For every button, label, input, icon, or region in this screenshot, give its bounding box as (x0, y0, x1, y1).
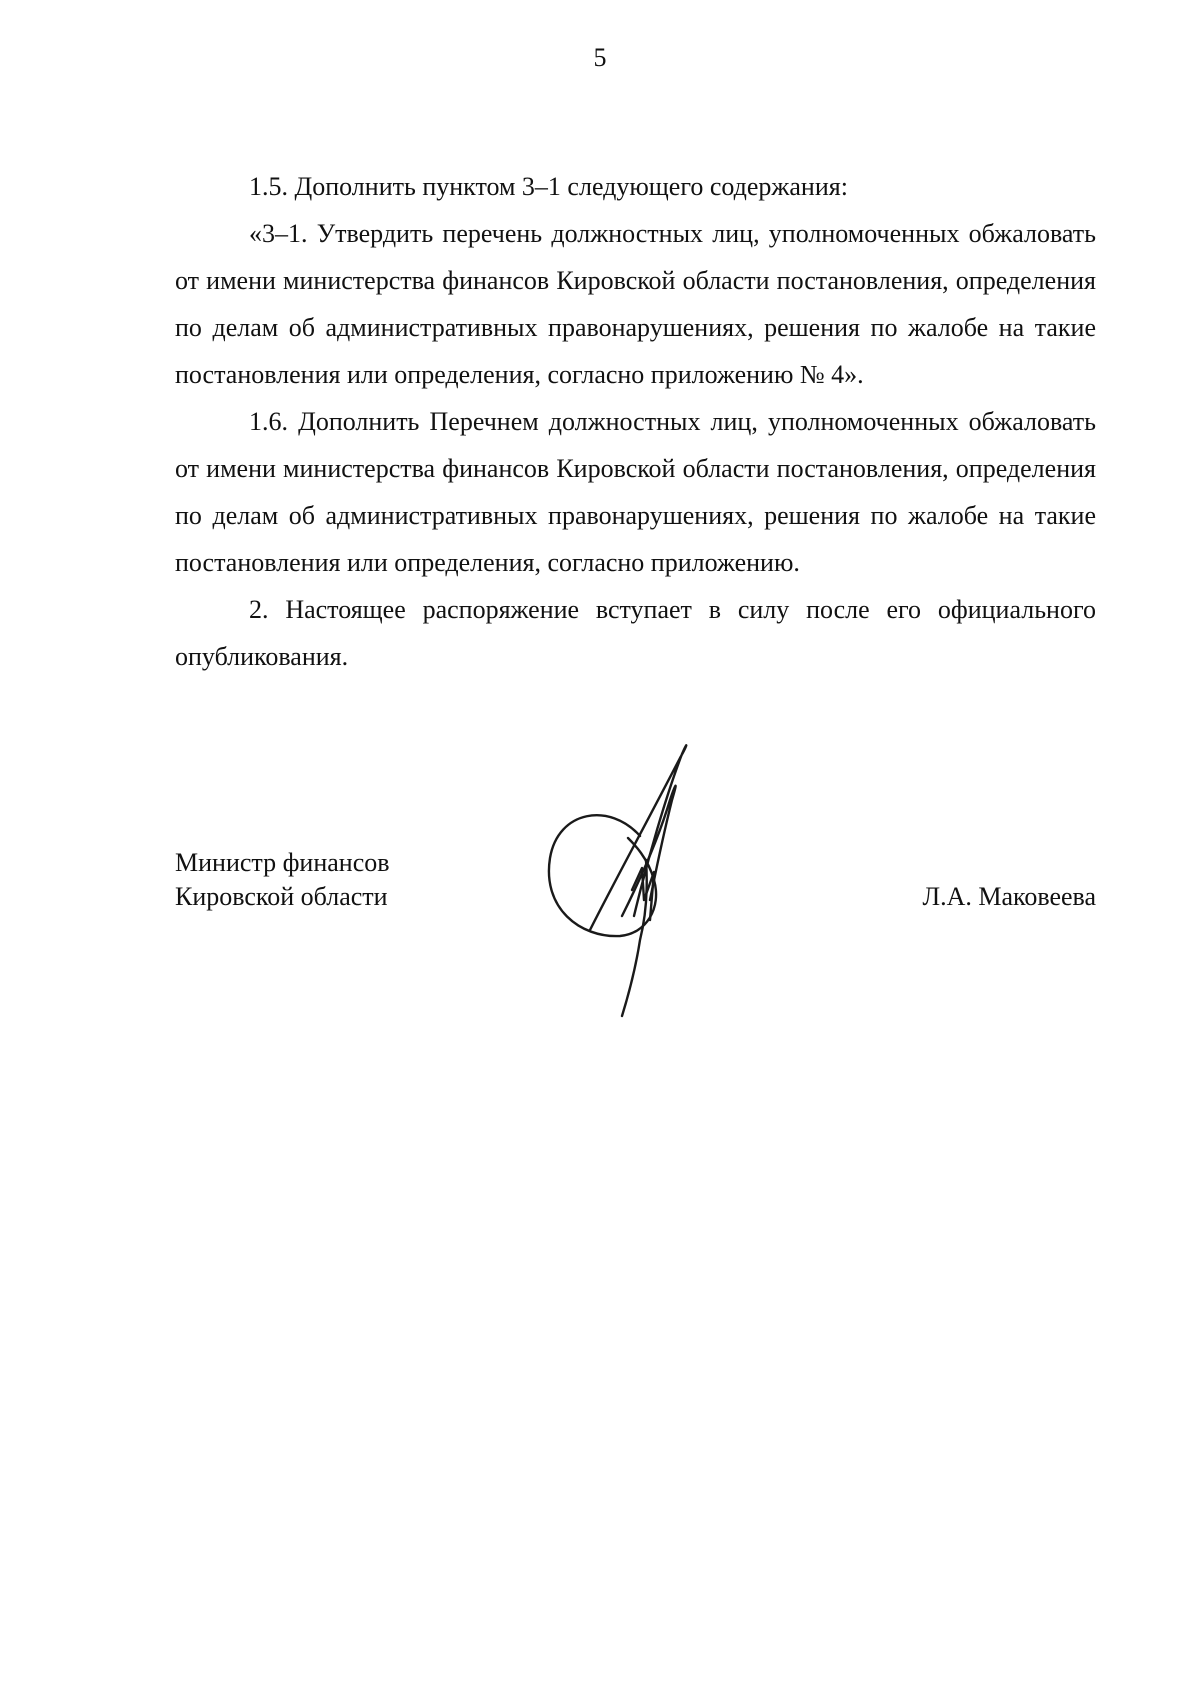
paragraph-3-1-quote: «3–1. Утвердить перечень должностных лиц, уполномоченных обжаловать от имени министерства финансов Кировской области постановления, определения по делам об административных правонарушениях, решения по жалобе на такие постановления или определения, согласно приложению № 4». (175, 219, 1096, 389)
signer-position (175, 846, 390, 914)
page-number: 5 (593, 43, 607, 72)
signature-stroke-tall (590, 745, 686, 930)
handwritten-signature (530, 740, 770, 1020)
paragraph-2: 2. Настоящее распоряжение вступает в силу после его официального опубликования. (175, 595, 1096, 671)
paragraph-1-6: 1.6. Дополнить Перечнем должностных лиц, уполномоченных обжаловать от имени министерства финансов Кировской области постановления, определения по делам об административных правонарушениях, решения по жалобе на такие постановления или определения, согласно приложению. (175, 407, 1096, 577)
paragraph-1-5: 1.5. Дополнить пунктом 3–1 следующего содержания: (249, 172, 848, 201)
signer-position-line2: Кировской области (175, 882, 388, 911)
document-body (175, 163, 1096, 680)
signer-name: Л.А. Маковеева (922, 882, 1096, 911)
signer-position-line1: Министр финансов (175, 848, 390, 877)
